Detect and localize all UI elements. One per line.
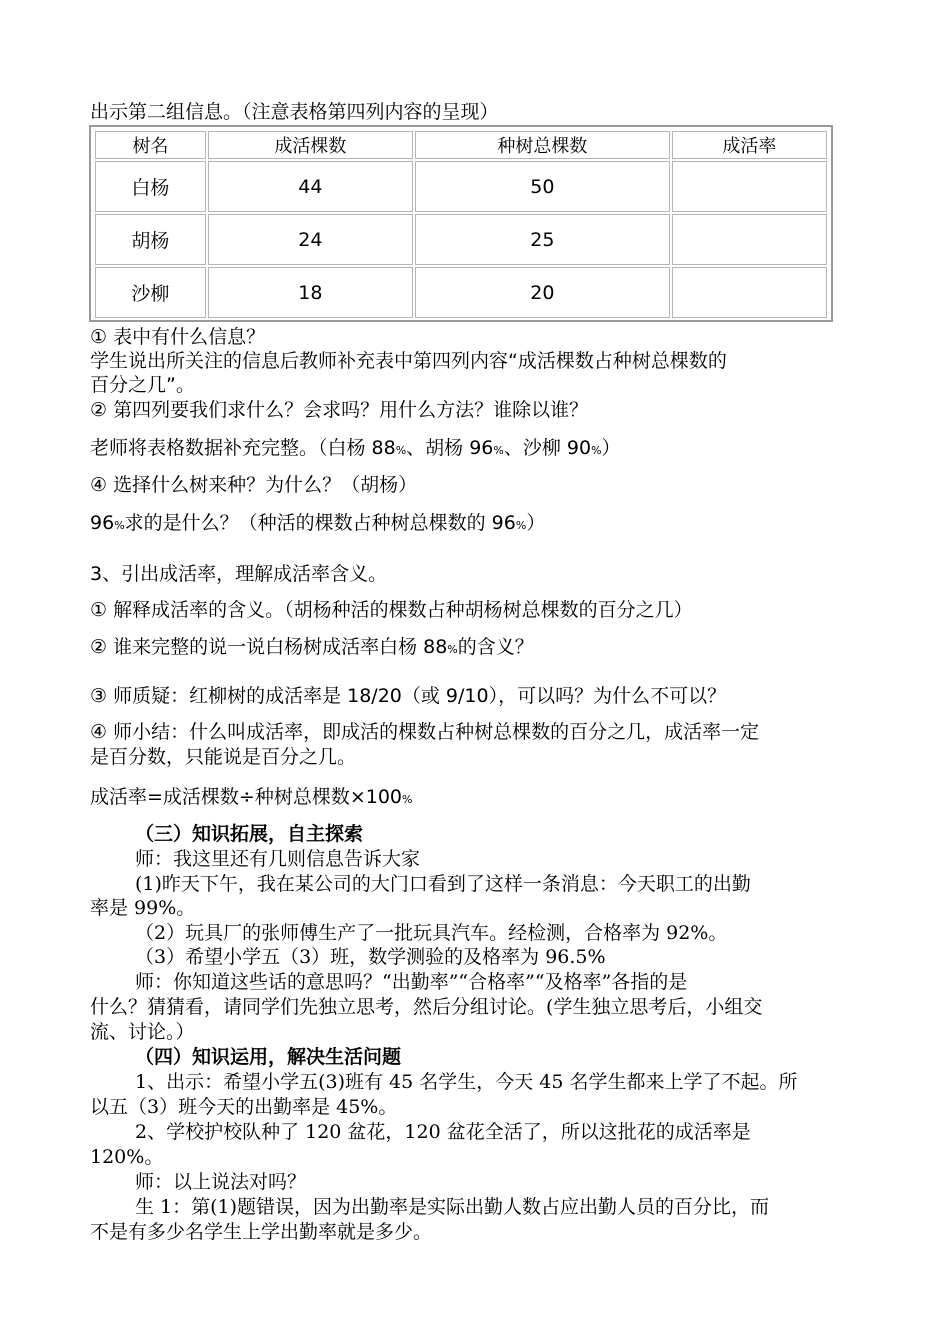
fill-part-a: 老师将表格数据补充完整。（白杨 88 [90, 437, 396, 459]
percent-sign: % [515, 519, 527, 532]
cell-tree-name: 白杨 [95, 161, 206, 212]
paragraph: 生 1：第(1)题错误，因为出勤率是实际出勤人数占应出勤人员的百分比，而 [135, 1196, 770, 1218]
explain-1: ① 解释成活率的含义。（胡杨种活的棵数占种胡杨树总棵数的百分之几） [90, 599, 693, 621]
paragraph: 1、出示：希望小学五(3)班有 45 名学生，今天 45 名学生都来上学了不起。所 [135, 1071, 798, 1093]
paragraph: 师：你知道这些话的意思吗？“出勤率”“合格率”“及格率”各指的是 [135, 971, 688, 993]
question-1-note: 学生说出所关注的信息后教师补充表中第四列内容“成活棵数占种树总棵数的 [90, 350, 727, 372]
cell-total-count: 50 [415, 161, 670, 212]
intro-line: 出示第二组信息。（注意表格第四列内容的呈现） [90, 101, 499, 123]
paragraph: (1)昨天下午，我在某公司的大门口看到了这样一条消息：今天职工的出勤 [135, 873, 751, 895]
fill-part-c: 、沙柳 90 [503, 437, 592, 459]
paragraph-cont: 不是有多少名学生上学出勤率就是多少。 [90, 1221, 433, 1243]
explain-4-cont: 是百分数，只能说是百分之几。 [90, 746, 357, 768]
question-4: ④ 选择什么树来种？为什么？（胡杨） [90, 474, 418, 496]
paragraph-cont: 率是 99%。 [90, 897, 196, 919]
table-row [95, 267, 827, 318]
paragraph: 师：以上说法对吗？ [135, 1171, 307, 1193]
explain-4: ④ 师小结：什么叫成活率，即成活的棵数占种树总棵数的百分之几，成活率一定 [90, 721, 760, 743]
question-96 [90, 511, 545, 538]
table-row [95, 214, 827, 265]
cell-survived-count: 44 [208, 161, 413, 212]
cell-survival-rate [672, 161, 827, 212]
data-table [89, 125, 833, 322]
cell-survived-count: 24 [208, 214, 413, 265]
cell-tree-name: 胡杨 [95, 214, 206, 265]
paragraph: （3）希望小学五（3）班，数学测验的及格率为 96.5% [135, 946, 606, 968]
paragraph-cont: 以五（3）班今天的出勤率是 45%。 [90, 1096, 398, 1118]
question-2: ② 第四列要我们求什么？会求吗？用什么方法？谁除以谁？ [90, 399, 589, 421]
formula-text: 成活率=成活棵数÷种树总棵数×100 [90, 786, 403, 808]
paragraph-cont: 流、讨论。） [90, 1021, 195, 1043]
q96-part-a: 96 [90, 512, 115, 534]
percent-sign: % [493, 444, 504, 457]
header-survival-rate: 成活率 [672, 131, 827, 159]
percent-sign: % [395, 444, 407, 457]
formula-line [90, 785, 412, 812]
fill-part-b: 、胡杨 96 [406, 437, 494, 459]
table-row [95, 161, 827, 212]
explain-2-part-a: ② 谁来完整的说一说白杨树成活率白杨 88 [90, 636, 448, 658]
question-1-note-cont: 百分之几”。 [90, 374, 195, 396]
cell-survival-rate [672, 267, 827, 318]
explain-2 [90, 635, 534, 662]
cell-total-count: 20 [415, 267, 670, 318]
paragraph-cont: 什么？猜猜看，请同学们先独立思考，然后分组讨论。(学生独立思考后，小组交 [90, 996, 763, 1018]
paragraph-cont: 120%。 [90, 1146, 164, 1168]
header-total-count: 种树总棵数 [415, 131, 670, 159]
percent-sign: % [447, 643, 458, 656]
explain-3: ③ 师质疑：红柳树的成活率是 18/20（或 9/10），可以吗？为什么不可以？ [90, 685, 727, 707]
cell-survived-count: 18 [208, 267, 413, 318]
section-three-heading: （三）知识拓展，自主探索 [135, 823, 364, 845]
table-header-row [95, 131, 827, 159]
question-1: ① 表中有什么信息？ [90, 326, 266, 348]
header-survived-count: 成活棵数 [208, 131, 413, 159]
q96-part-c: ） [526, 512, 546, 534]
cell-survival-rate [672, 214, 827, 265]
percent-sign: % [114, 519, 125, 532]
paragraph: 师：我这里还有几则信息告诉大家 [135, 848, 421, 870]
paragraph: 2、学校护校队种了 120 盆花，120 盆花全活了，所以这批花的成活率是 [135, 1121, 751, 1143]
percent-sign: % [591, 444, 602, 457]
fill-part-d: ） [601, 437, 621, 459]
section-four-heading: （四）知识运用，解决生活问题 [135, 1046, 402, 1068]
section-3-heading: 3、引出成活率，理解成活率含义。 [90, 563, 388, 585]
percent-sign: % [402, 793, 413, 806]
explain-2-part-b: 的含义？ [457, 636, 534, 658]
cell-tree-name: 沙柳 [95, 267, 206, 318]
paragraph: （2）玩具厂的张师傅生产了一批玩具汽车。经检测，合格率为 92%。 [135, 922, 728, 944]
cell-total-count: 25 [415, 214, 670, 265]
q96-part-b: 求的是什么？（种活的棵数占种树总棵数的 96 [124, 512, 516, 534]
header-tree-name: 树名 [95, 131, 206, 159]
fill-table-line [90, 436, 621, 463]
